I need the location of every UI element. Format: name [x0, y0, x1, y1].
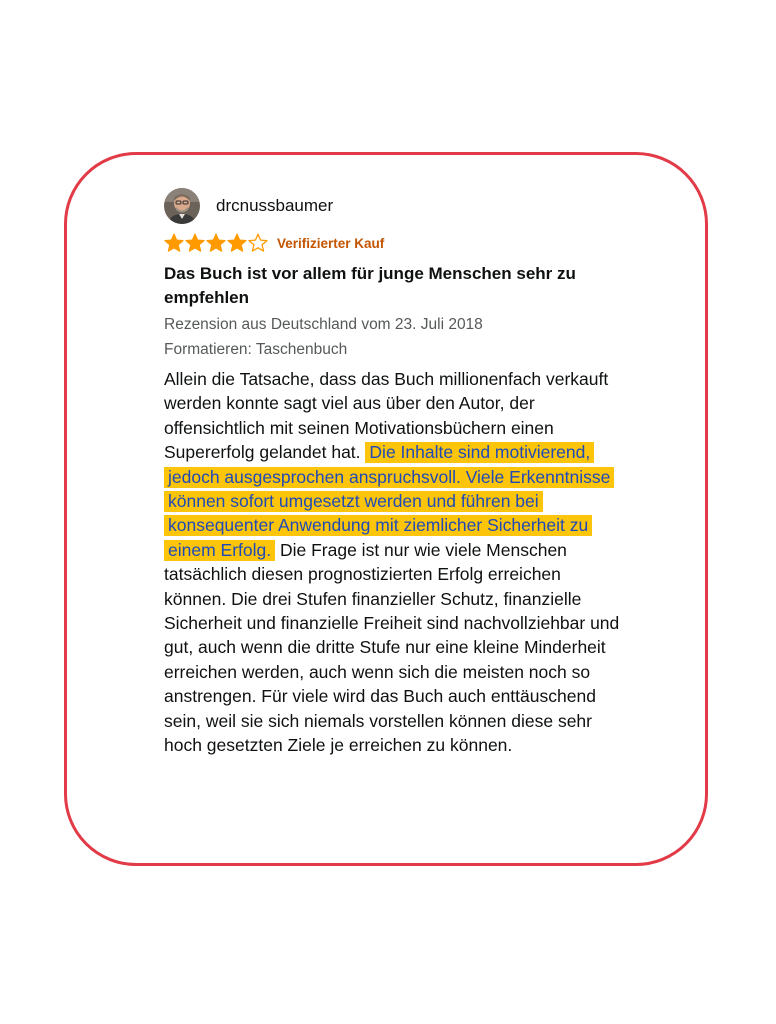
- reviewer-profile[interactable]: [164, 186, 624, 226]
- review-date: Rezension aus Deutschland vom 23. Juli 2018: [164, 316, 483, 333]
- review-text-after: Die Frage ist nur wie viele Menschen tatsächlich diesen prognostizierten Erfolg erreichen können. Die drei Stufen finanzieller Schutz, finanzielle Sicherheit und finanzielle Freiheit sind nachvollziehbar und gut, auch wenn die dritte Stufe nur eine kleine Minderheit erreichen werden, auch wenn sich die meisten noch so anstrengen. Für viele wird das Buch auch enttäuschend sein, weil sie sich niemals vorstellen können diese sehr hoch gesetzten Ziele je erreichen zu können.: [164, 539, 620, 756]
- review-body: [164, 367, 624, 758]
- reviewer-name[interactable]: drcnussbaumer: [216, 196, 334, 215]
- review-text-before: Allein die Tatsache, dass das Buch millionenfach verkauft werden konnte sagt viel aus über den Autor, der offensichtlich mit seinen Motivationsbüchern einen Supererfolg gelandet hat.: [164, 369, 609, 463]
- star-rating[interactable]: [164, 233, 269, 253]
- star-filled-icon: [227, 233, 247, 253]
- review-title[interactable]: Das Buch ist vor allem für junge Menschen sehr zu empfehlen: [164, 264, 576, 307]
- star-empty-icon: [248, 233, 268, 253]
- verified-purchase-badge: Verifizierter Kauf: [277, 235, 385, 251]
- product-format: Formatieren: Taschenbuch: [164, 341, 348, 358]
- rating-row: [164, 232, 624, 254]
- star-filled-icon: [185, 233, 205, 253]
- star-filled-icon: [164, 233, 184, 253]
- highlighted-text: Die Inhalte sind motivierend, jedoch ausgesprochen anspruchsvoll. Viele Erkenntnisse können sofort umgesetzt werden und führen bei konsequenter Anwendung mit ziemlicher Sicherheit zu einem Erfolg.: [164, 442, 614, 561]
- avatar[interactable]: [164, 188, 200, 224]
- customer-review: [164, 186, 624, 758]
- star-filled-icon: [206, 233, 226, 253]
